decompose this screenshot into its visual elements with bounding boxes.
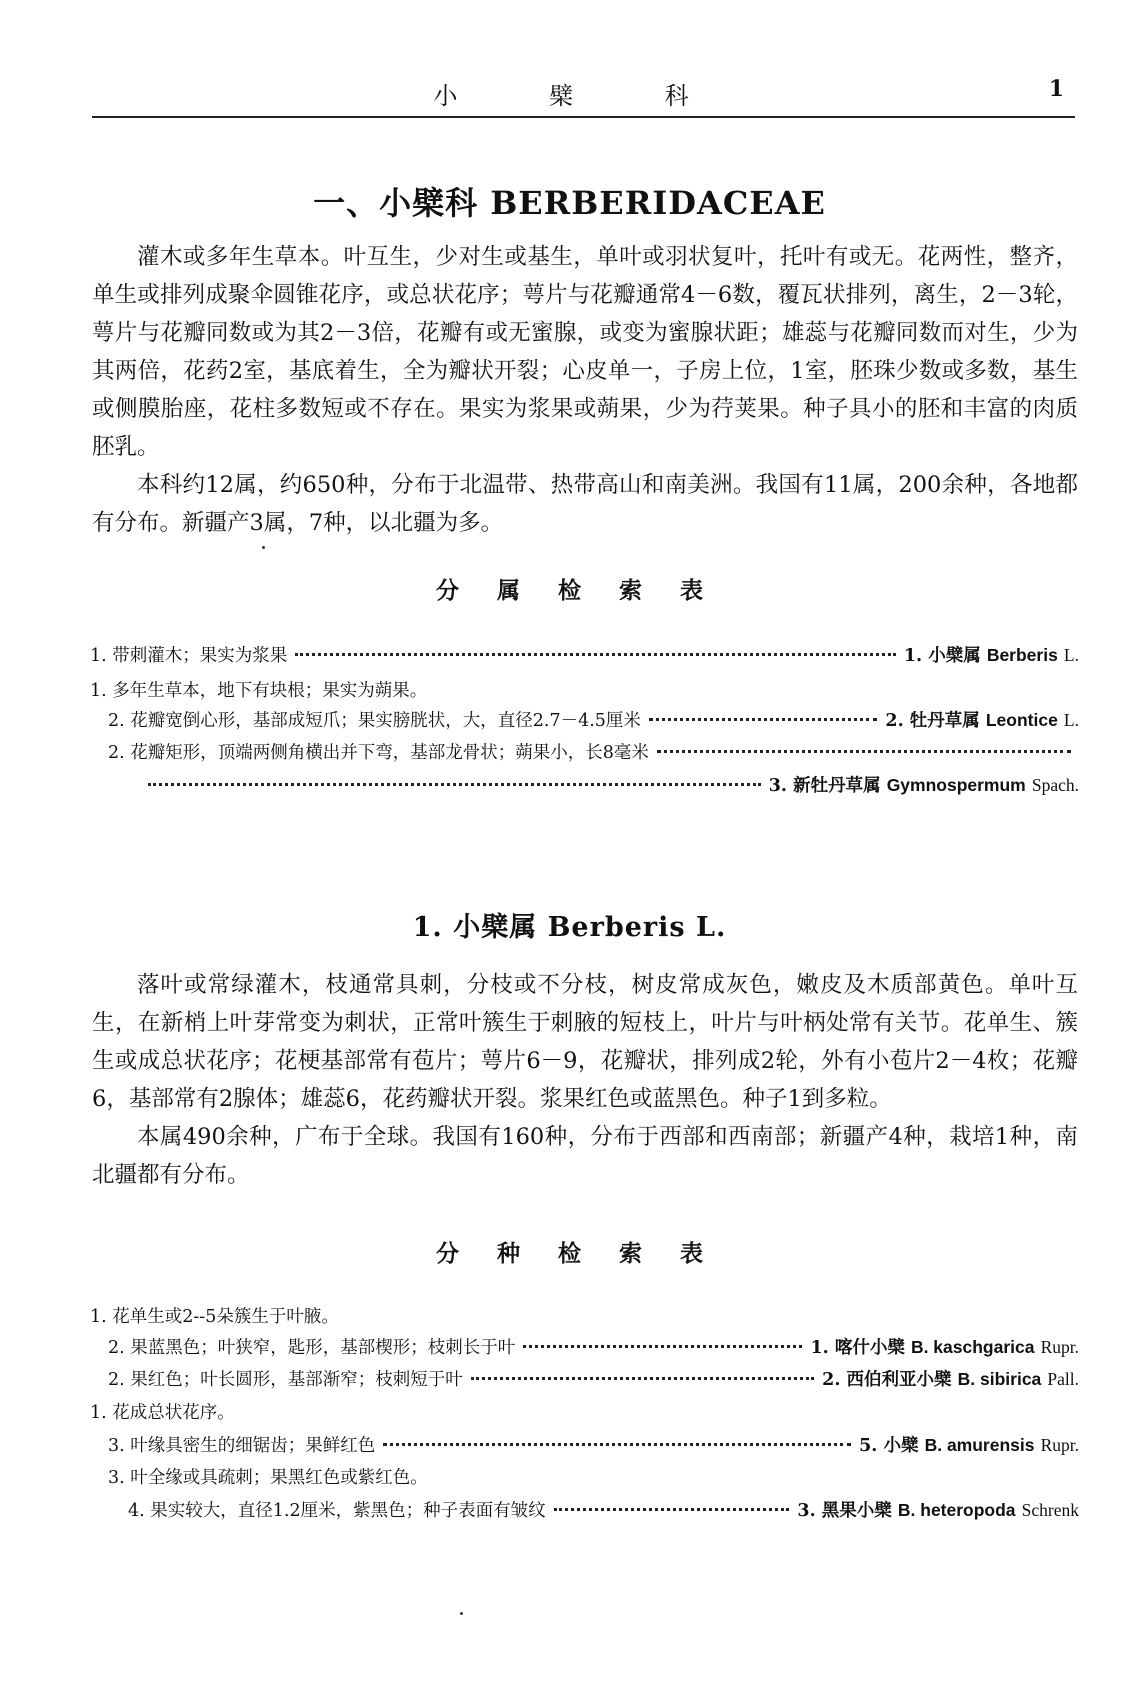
leader-dots bbox=[148, 783, 761, 786]
family-description: 灌木或多年生草本。叶互生，少对生或基生，单叶或羽状复叶，托叶有或无。花两性，整齐，单生或排列成聚伞圆锥花序，或总状花序；萼片与花瓣通常4－6数，覆瓦状排列，离生，2－3轮，萼片与花瓣同数或为其2－3倍，花瓣有或无蜜腺，或变为蜜腺状距；雄蕊与花瓣同数而对生，少为其两倍，花药2室，基底着生，全为瓣状开裂；心皮单一，子房上位，1室，胚珠少数或多数，基生或侧膜胎座，花柱多数短或不存在。果实为浆果或蒴果，少为荇荚果。种子具小的胚和丰富的肉质胚乳。 bbox=[92, 244, 1078, 460]
species-key-line bbox=[90, 1399, 1079, 1429]
key-result bbox=[810, 1334, 1079, 1359]
header-rule bbox=[92, 116, 1075, 118]
key-text: 3. 叶全缘或具疏刺；果黑红色或紫红色。 bbox=[108, 1468, 428, 1488]
result-author: L. bbox=[1063, 710, 1079, 730]
key-text: 1. 花成总状花序。 bbox=[90, 1403, 235, 1423]
key-result bbox=[822, 1366, 1079, 1391]
genus-title: 1. 小檗属 Berberis L. bbox=[412, 912, 727, 943]
result-cn: 1. 小檗属 bbox=[903, 646, 981, 666]
leader-dots bbox=[554, 1508, 790, 1511]
key-text: 3. 叶缘具密生的细锯齿；果鲜红色 bbox=[108, 1436, 376, 1456]
result-cn: 1. 喀什小檗 bbox=[810, 1338, 905, 1358]
running-head bbox=[92, 72, 1072, 112]
key-result bbox=[904, 642, 1079, 667]
key-result bbox=[769, 772, 1079, 797]
result-author: L. bbox=[1063, 645, 1079, 665]
result-author: Rupr. bbox=[1040, 1435, 1079, 1455]
result-author: Rupr. bbox=[1040, 1337, 1079, 1357]
result-author: Pall. bbox=[1047, 1369, 1079, 1389]
result-cn: 2. 牡丹草属 bbox=[885, 711, 980, 731]
leader-dots bbox=[295, 653, 896, 656]
key-text: 2. 花瓣矩形，顶端两侧角横出并下弯，基部龙骨状；蒴果小，长8毫米 bbox=[108, 743, 649, 763]
species-key-line bbox=[90, 1303, 1079, 1333]
species-key-line bbox=[108, 1366, 1079, 1396]
species-key-line bbox=[108, 1432, 1079, 1462]
leader-dots bbox=[523, 1345, 802, 1348]
key-text: 2. 果蓝黑色；叶狭窄，匙形，基部楔形；枝刺长于叶 bbox=[108, 1338, 516, 1358]
key-text: 4. 果实较大，直径1.2厘米，紫黑色；种子表面有皱纹 bbox=[128, 1501, 546, 1521]
page-number: 1 bbox=[1048, 76, 1064, 102]
result-latin: B. sibirica bbox=[957, 1369, 1042, 1389]
print-speck bbox=[262, 546, 265, 549]
key-text: 1. 花单生或2--5朵簇生于叶腋。 bbox=[90, 1307, 339, 1327]
species-key-line bbox=[108, 1334, 1079, 1364]
leader-dots bbox=[471, 1377, 814, 1380]
genus-key-line bbox=[108, 707, 1079, 737]
key-result bbox=[797, 1497, 1079, 1522]
result-cn: 5. 小檗 bbox=[859, 1436, 919, 1456]
species-key-line bbox=[128, 1497, 1079, 1527]
genus-key-line bbox=[90, 677, 1079, 707]
species-key-title: 分种检索表 bbox=[436, 1240, 741, 1267]
print-speck bbox=[460, 1612, 463, 1615]
key-text: 1. 多年生草本，地下有块根；果实为蒴果。 bbox=[90, 681, 428, 701]
result-latin: Gymnospermum bbox=[886, 775, 1026, 795]
key-text: 2. 果红色；叶长圆形，基部渐窄；枝刺短于叶 bbox=[108, 1370, 463, 1390]
result-latin: B. amurensis bbox=[924, 1435, 1035, 1455]
genus-key-title: 分属检索表 bbox=[436, 577, 741, 604]
key-text: 1. 带刺灌木；果实为浆果 bbox=[90, 646, 288, 666]
leader-dots bbox=[649, 718, 877, 721]
result-author: Spach. bbox=[1031, 775, 1079, 795]
leader-dots bbox=[383, 1443, 851, 1446]
genus-key-line bbox=[148, 772, 1079, 802]
genus-key-line bbox=[90, 642, 1079, 672]
genus-key-line bbox=[108, 739, 1079, 769]
running-title: 小 檗 科 bbox=[433, 82, 731, 110]
leader-dots bbox=[657, 750, 1071, 753]
result-latin: Berberis bbox=[986, 645, 1058, 665]
result-cn: 3. 新牡丹草属 bbox=[768, 776, 881, 796]
key-result bbox=[859, 1432, 1079, 1457]
species-key-line bbox=[108, 1464, 1079, 1494]
result-author: Schrenk bbox=[1021, 1500, 1079, 1520]
result-cn: 3. 黑果小檗 bbox=[797, 1501, 892, 1521]
genus-description: 落叶或常绿灌木，枝通常具刺，分枝或不分枝，树皮常成灰色，嫩皮及木质部黄色。单叶互生，在新梢上叶芽常变为刺状，正常叶簇生于刺腋的短枝上，叶片与叶柄处常有关节。花单生、簇生或成总状花序；花梗基部常有苞片；萼片6－9，花瓣状，排列成2轮，外有小苞片2－4枚；花瓣6，基部常有2腺体；雄蕊6，花药瓣状开裂。浆果红色或蓝黑色。种子1到多粒。 bbox=[92, 972, 1078, 1112]
result-latin: Leontice bbox=[985, 710, 1058, 730]
key-result bbox=[885, 707, 1079, 732]
key-text: 2. 花瓣宽倒心形，基部成短爪；果实膀胱状，大，直径2.7－4.5厘米 bbox=[108, 711, 641, 731]
genus-distribution: 本属490余种，广布于全球。我国有160种，分布于西部和西南部；新疆产4种，栽培1种，南北疆都有分布。 bbox=[92, 1124, 1078, 1188]
result-cn: 2. 西伯利亚小檗 bbox=[822, 1370, 952, 1390]
family-distribution: 本科约12属，约650种，分布于北温带、热带高山和南美洲。我国有11属，200余种，各地都有分布。新疆产3属，7种，以北疆为多。 bbox=[92, 472, 1078, 536]
family-title: 一、小檗科 BERBERIDACEAE bbox=[313, 184, 826, 222]
result-latin: B. heteropoda bbox=[897, 1500, 1016, 1520]
result-latin: B. kaschgarica bbox=[910, 1337, 1035, 1357]
